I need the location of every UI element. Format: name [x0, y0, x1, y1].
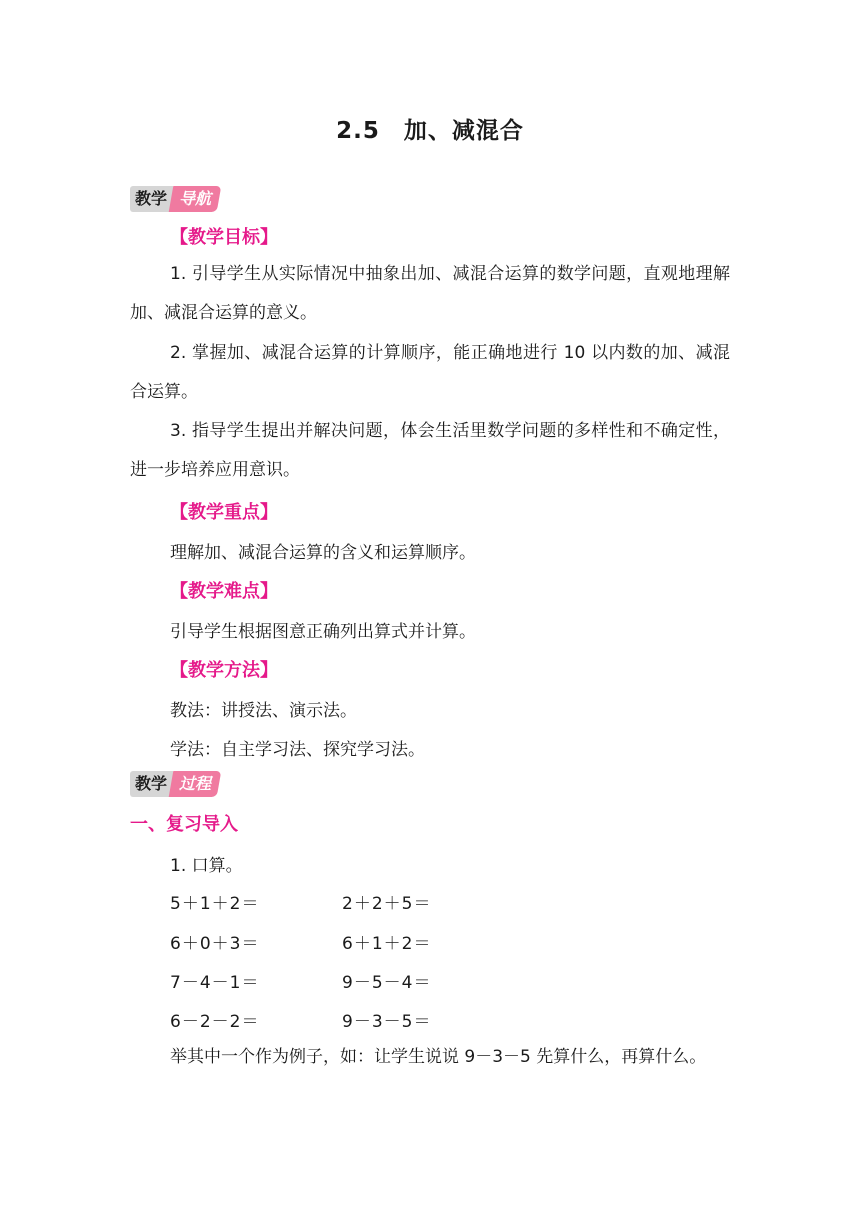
calc-item: 9－3－5＝: [342, 1012, 432, 1032]
calc-item: 6＋0＋3＝: [170, 934, 260, 954]
calc-item: 6＋1＋2＝: [342, 934, 432, 954]
review-sub: 1. 口算。: [170, 856, 243, 876]
calc-item: 6－2－2＝: [170, 1012, 260, 1032]
goal-item-3: 3. 指导学生提出并解决问题，体会生活里数学问题的多样性和不确定性，进一步培养应用意识。: [130, 421, 730, 480]
calc-item: 2＋2＋5＝: [342, 894, 432, 914]
calc-item: 9－5－4＝: [342, 973, 432, 993]
calc-item: 5＋1＋2＝: [170, 894, 260, 914]
goal-item-1: 1. 引导学生从实际情况中抽象出加、减混合运算的数学问题，直观地理解加、减混合运算的意义。: [130, 264, 730, 323]
calc-item: 7－4－1＝: [170, 973, 260, 993]
methods-teaching: 教法：讲授法、演示法。: [170, 701, 357, 721]
difficulties-text: 引导学生根据图意正确列出算式并计算。: [170, 622, 476, 642]
difficulties-heading: 【教学难点】: [170, 581, 278, 602]
badge-label-teaching: 教学: [130, 186, 173, 212]
page-title: 2.5 加、减混合: [336, 118, 524, 144]
review-heading: 一、复习导入: [130, 814, 238, 835]
badge-label-teaching: 教学: [130, 771, 173, 797]
review-example: 举其中一个作为例子，如：让学生说说 9－3－5 先算什么，再算什么。: [170, 1047, 707, 1067]
badge-label-process: 过程: [179, 774, 212, 793]
teaching-process-badge: [130, 771, 219, 797]
goals-heading: 【教学目标】: [170, 227, 278, 248]
methods-learning: 学法：自主学习法、探究学习法。: [170, 740, 425, 760]
goal-item-2: 2. 掌握加、减混合运算的计算顺序，能正确地进行 10 以内数的加、减混合运算。: [130, 343, 730, 402]
key-points-text: 理解加、减混合运算的含义和运算顺序。: [170, 543, 476, 563]
key-points-heading: 【教学重点】: [170, 502, 278, 523]
teaching-nav-badge: [130, 186, 219, 212]
methods-heading: 【教学方法】: [170, 660, 278, 681]
badge-label-nav: 导航: [179, 189, 212, 208]
